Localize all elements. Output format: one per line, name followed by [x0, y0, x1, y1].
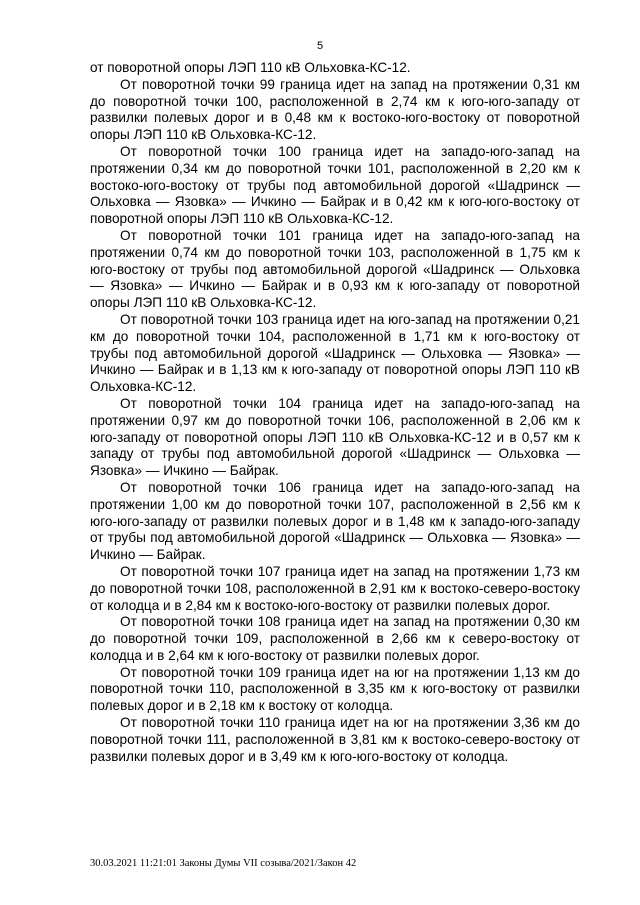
paragraph: От поворотной точки 109 граница идет на юг на протяжении 1,13 км до поворотной точки 110, расположенной в 3,35 км к юго-востоку от развилки полевых дорог и в 2,18 км к востоку от колодца.: [90, 664, 580, 714]
paragraph: От поворотной точки 100 граница идет на западо-юго-запад на протяжении 0,34 км до поворотной точки 101, расположенной в 2,20 км к востоко-юго-востоку от трубы под автомобильной дорогой «Шадринск — Ольховка — Язовка» — Ичкино — Байрак и в 0,42 км к юго-юго-востоку от поворотной опоры ЛЭП 110 кВ Ольховка-КС-12.: [90, 143, 580, 227]
paragraph: От поворотной точки 103 граница идет на юго-запад на протяжении 0,21 км до поворотной точки 104, расположенной в 1,71 км к юго-востоку от трубы под автомобильной дорогой «Шадринск — Ольховка — Язовка» — Ичкино — Байрак и в 1,13 км к юго-западу от поворотной опоры ЛЭП 110 кВ Ольховка-КС-12.: [90, 311, 580, 395]
document-body: [90, 60, 580, 765]
paragraph: От поворотной точки 99 граница идет на запад на протяжении 0,31 км до поворотной точки 100, расположенной в 2,74 км к юго-юго-западу от развилки полевых дорог и в 0,48 км к востоко-юго-востоку от поворотной опоры ЛЭП 110 кВ Ольховка-КС-12.: [90, 76, 580, 143]
document-footer: 30.03.2021 11:21:01 Законы Думы VII созыва/2021/Закон 42: [90, 858, 357, 869]
paragraph: От поворотной точки 104 граница идет на западо-юго-запад на протяжении 0,97 км до поворотной точки 106, расположенной в 2,06 км к юго-западу от поворотной опоры ЛЭП 110 кВ Ольховка-КС-12 и в 0,57 км к западу от трубы под автомобильной дорогой «Шадринск — Ольховка — Язовка» — Ичкино — Байрак.: [90, 395, 580, 479]
paragraph: От поворотной точки 108 граница идет на запад на протяжении 0,30 км до поворотной точки 109, расположенной в 2,66 км к северо-востоку от колодца и в 2,64 км к юго-востоку от развилки полевых дорог.: [90, 614, 580, 663]
paragraph: От поворотной точки 101 граница идет на западо-юго-запад на протяжении 0,74 км до поворотной точки 103, расположенной в 1,75 км к юго-востоку от трубы под автомобильной дорогой «Шадринск — Ольховка — Язовка» — Ичкино — Байрак и в 0,93 км к юго-западу от поворотной опоры ЛЭП 110 кВ Ольховка-КС-12.: [90, 227, 580, 311]
page-number: 5: [316, 40, 324, 52]
paragraph: От поворотной точки 110 граница идет на юг на протяжении 3,36 км до поворотной точки 111, расположенной в 3,81 км к востоко-северо-востоку от развилки полевых дорог и в 3,49 км к юго-юго-востоку от колодца.: [90, 715, 580, 764]
paragraph: От поворотной точки 107 граница идет на запад на протяжении 1,73 км до поворотной точки 108, расположенной в 2,91 км к востоко-северо-востоку от колодца и в 2,84 км к востоко-юго-востоку от развилки полевых дорог.: [90, 563, 580, 613]
paragraph: От поворотной точки 106 граница идет на западо-юго-запад на протяжении 1,00 км до поворотной точки 107, расположенной в 2,56 км к юго-юго-западу от развилки полевых дорог и в 1,48 км к западо-юго-западу от трубы под автомобильной дорогой «Шадринск — Ольховка — Язовка» — Ичкино — Байрак.: [90, 479, 580, 563]
paragraph: от поворотной опоры ЛЭП 110 кВ Ольховка-КС-12.: [90, 60, 411, 75]
